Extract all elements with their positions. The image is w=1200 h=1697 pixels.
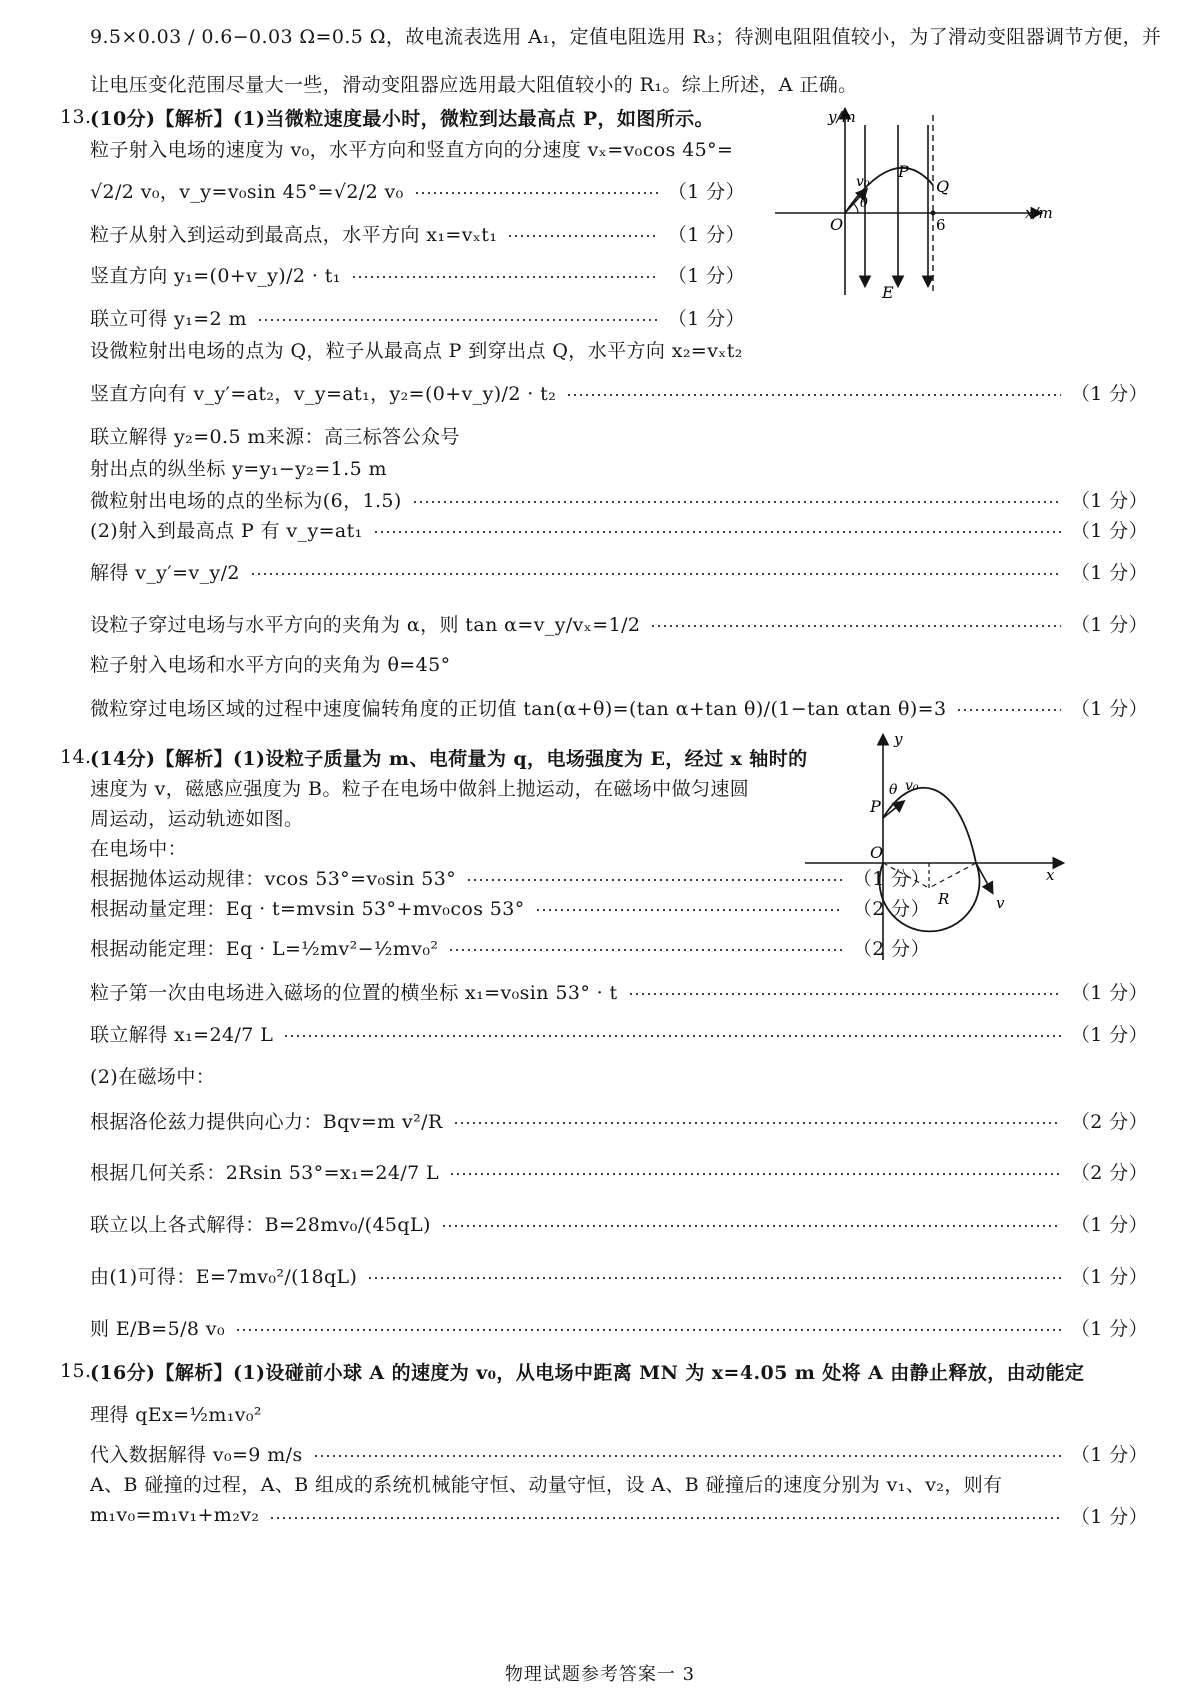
leader-dots (449, 1173, 1061, 1175)
scored-line: 由(1)可得：E=7mv₀²/(18qL) （1 分） (90, 1265, 1148, 1288)
text-line: 联立解得 y₂=0.5 m来源：高三标答公众号 (90, 425, 460, 448)
scored-line: m₁v₀=m₁v₁+m₂v₂ （1 分） (90, 1504, 1148, 1528)
point-q-label: Q (936, 177, 950, 196)
scored-line: √2/2 v₀，v_y=v₀sin 45°=√2/2 v₀ （1 分） (90, 180, 745, 203)
x-axis-label: x (1046, 866, 1055, 884)
text-line: 射出点的纵坐标 y=y₁−y₂=1.5 m (90, 457, 387, 480)
scored-line: 粒子从射入到运动到最高点，水平方向 x₁=vₓt₁ （1 分） (90, 223, 745, 246)
leader-dots (367, 1277, 1061, 1279)
leader-dots (283, 1035, 1061, 1037)
theta-label: θ (889, 782, 898, 798)
scored-line: 解得 v_y′=v_y/2 （1 分） (90, 561, 1148, 584)
v-label: v (996, 894, 1005, 912)
leader-dots (351, 276, 658, 278)
scored-line: 微粒射出电场的点的坐标为(6，1.5) （1 分） (90, 489, 1148, 512)
text-line: 速度为 v，磁感应强度为 B。粒子在电场中做斜上抛运动，在磁场中做匀速圆 (90, 777, 750, 800)
leader-dots (507, 235, 658, 237)
x-axis-label: x/m (1025, 204, 1053, 222)
leader-dots (441, 1225, 1061, 1227)
figure-magnetic-field (800, 730, 1075, 965)
scored-line: 粒子第一次由电场进入磁场的位置的横坐标 x₁=v₀sin 53° · t （1 分） (90, 981, 1148, 1004)
scored-line: (2)射入到最高点 P 有 v_y=at₁ （1 分） (90, 519, 1148, 542)
text-line: (2)在磁场中： (90, 1065, 216, 1088)
text-line: 设微粒射出电场的点为 Q，粒子从最高点 P 到穿出点 Q，水平方向 x₂=vₓt₂ (90, 339, 743, 362)
leader-dots (566, 394, 1061, 396)
radius-dashed (883, 863, 929, 888)
scored-line: 联立可得 y₁=2 m （1 分） (90, 307, 745, 330)
scored-line: 根据几何关系：2Rsin 53°=x₁=24/7 L （2 分） (90, 1161, 1148, 1184)
leader-dots (250, 573, 1061, 575)
page-footer: 物理试题参考答案一 3 (504, 1664, 696, 1685)
scored-line: 根据动量定理：Eq · t=mvsin 53°+mv₀cos 53° （2 分） (90, 897, 930, 920)
origin-label: O (870, 843, 884, 862)
scored-line: 则 E/B=5/8 v₀ （1 分） (90, 1317, 1148, 1340)
text-line: 在电场中： (90, 837, 188, 860)
leader-dots (448, 949, 842, 951)
v0-label: v₀ (905, 778, 919, 794)
question-15-heading: 15. (16分)【解析】(1)设碰前小球 A 的速度为 v₀，从电场中距离 MN 为 x=4.05 m 处将 A 由静止释放，由动能定 (60, 1360, 1085, 1384)
scored-line: 竖直方向有 v_y′=at₂，v_y=at₁，y₂=(0+v_y)/2 · t₂ （1 分） (90, 382, 1148, 405)
tick-6-label: 6 (936, 216, 946, 234)
leader-dots (269, 1517, 1060, 1519)
leader-dots (414, 192, 658, 194)
scored-line: 根据动能定理：Eq · L=½mv²−½mv₀² （2 分） (90, 937, 930, 960)
v0-label: v₀ (856, 174, 870, 190)
origin-label: O (830, 215, 844, 234)
theta-label: θ (860, 196, 868, 211)
leader-dots (412, 501, 1061, 503)
y-axis-label: y/m (828, 108, 856, 126)
text-line: 9.5×0.03 / 0.6−0.03 Ω=0.5 Ω，故电流表选用 A₁，定值电阻选用 R₃；待测电阻阻值较小，为了滑动变阻器调节方便，并 (90, 25, 1162, 48)
text-line: 粒子射入电场和水平方向的夹角为 θ=45° (90, 653, 451, 676)
leader-dots (650, 625, 1061, 627)
leader-dots (956, 709, 1060, 711)
scored-line: 根据抛体运动规律：vcos 53°=v₀sin 53° （1 分） (90, 867, 930, 890)
leader-dots (313, 1455, 1061, 1457)
trajectory-electric (883, 788, 976, 863)
scored-line: 联立解得 x₁=24/7 L （1 分） (90, 1023, 1148, 1046)
leader-dots (235, 1329, 1061, 1331)
leader-dots (373, 531, 1061, 533)
scored-line: 设粒子穿过电场与水平方向的夹角为 α，则 tan α=v_y/vₓ=1/2 （1 分） (90, 613, 1148, 636)
radius-label: R (938, 890, 950, 908)
point-p-label: P (870, 797, 881, 816)
leader-dots (257, 319, 658, 321)
text-line: 理得 qEx=½m₁v₀² (90, 1403, 262, 1426)
leader-dots (466, 879, 843, 881)
leader-dots (453, 1122, 1061, 1124)
field-e-label: E (882, 283, 894, 302)
text-line: 周运动，运动轨迹如图。 (90, 807, 304, 830)
point-p-label: P (898, 162, 909, 181)
scored-line: 微粒穿过电场区域的过程中速度偏转角度的正切值 tan(α+θ)=(tan α+tan θ)/(1−tan αtan θ)=3 （1 分） (90, 697, 1148, 720)
theta-arc (854, 204, 858, 213)
text-line: 粒子射入电场的速度为 v₀，水平方向和竖直方向的分速度 vₓ=v₀cos 45°= (90, 138, 734, 161)
y-axis-label: y (894, 730, 903, 748)
text-line: A、B 碰撞的过程，A、B 组成的系统机械能守恒、动量守恒，设 A、B 碰撞后的速度分别为 v₁、v₂，则有 (90, 1473, 1003, 1496)
text-line: 让电压变化范围尽量大一些，滑动变阻器应选用最大阻值较小的 R₁。综上所述，A 正确。 (90, 73, 858, 96)
point-6 (931, 211, 936, 216)
radius-dashed (929, 863, 976, 888)
leader-dots (535, 909, 843, 911)
scored-line: 竖直方向 y₁=(0+v_y)/2 · t₁ （1 分） (90, 264, 745, 287)
scored-line: 代入数据解得 v₀=9 m/s （1 分） (90, 1443, 1148, 1466)
leader-dots (628, 993, 1061, 995)
scored-line: 联立以上各式解得：B=28mv₀/(45qL) （1 分） (90, 1213, 1148, 1236)
question-13-heading: 13. (10分)【解析】(1)当微粒速度最小时，微粒到达最高点 P，如图所示。 (60, 106, 714, 130)
scored-line: 根据洛伦兹力提供向心力：Bqv=m v²/R （2 分） (90, 1110, 1148, 1133)
question-14-heading: 14. (14分)【解析】(1)设粒子质量为 m、电荷量为 q，电场强度为 E，经过 x 轴时的 (60, 746, 808, 770)
figure-electric-field (770, 100, 1070, 305)
